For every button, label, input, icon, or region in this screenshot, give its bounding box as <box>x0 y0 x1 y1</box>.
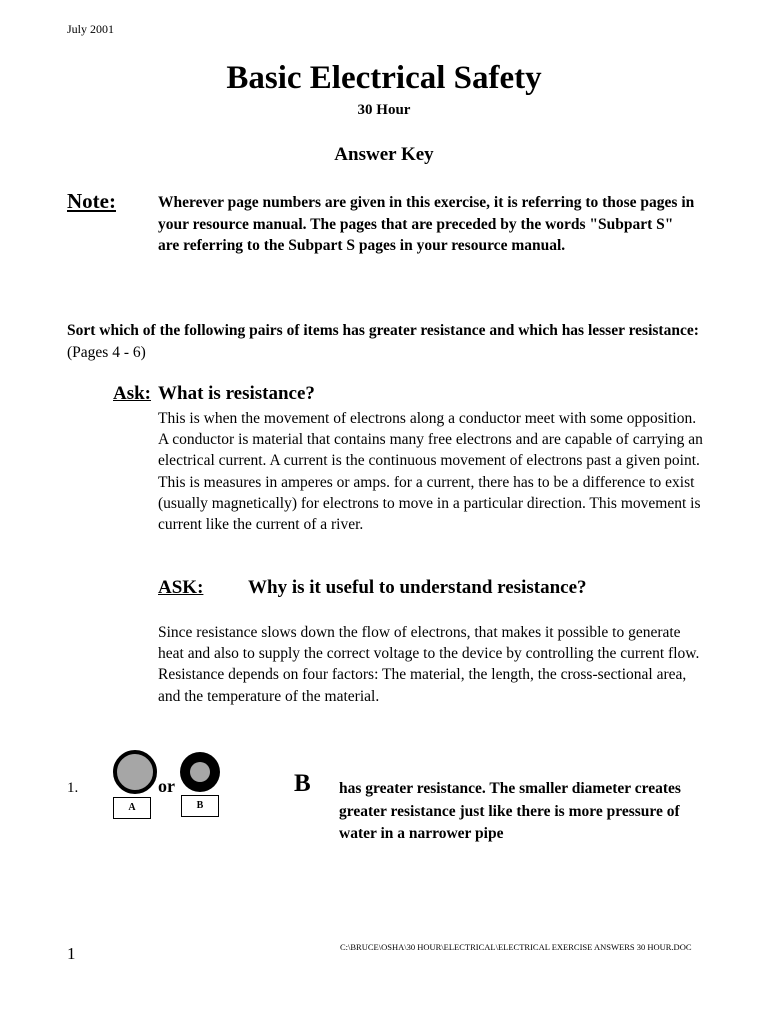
wire-a-cross-section-icon <box>113 750 157 794</box>
note-text: Wherever page numbers are given in this exercise, it is referring to those pages in your resource manual. The pages that are preceded by the words "Subpart S" are referring to the Subpart S pages in your resource manual. <box>158 194 695 254</box>
question-number: 1. <box>67 780 79 796</box>
document-subtitle: 30 Hour <box>357 102 411 118</box>
sort-instructions <box>67 320 707 363</box>
answer-explanation: has greater resistance. The smaller diameter creates greater resistance just like there is more pressure of water in a narrower pipe <box>339 780 681 842</box>
footer-file-path: C:\BRUCE\OSHA\30 HOUR\ELECTRICAL\ELECTRICAL EXERCISE ANSWERS 30 HOUR.DOC <box>340 942 692 952</box>
or-word: or <box>158 776 175 796</box>
answer-key-heading: Answer Key <box>334 144 434 165</box>
ask2-answer: Since resistance slows down the flow of electrons, that makes it possible to generate heat and also to supply the correct voltage to the device by controlling the current flow. Resistance depends on four factors: The material, the length, the cross-sectional area, and the temperature of the material. <box>158 624 700 705</box>
page-number: 1 <box>67 944 76 963</box>
ask1-question: What is resistance? <box>158 383 315 404</box>
label-box-a: A <box>113 797 151 819</box>
sort-instructions-bold: Sort which of the following pairs of items has greater resistance and which has lesser resistance: <box>67 322 699 339</box>
document-title: Basic Electrical Safety <box>226 60 542 96</box>
note-label: Note: <box>67 189 116 213</box>
wire-b-core-icon <box>190 762 210 782</box>
ask2-question: Why is it useful to understand resistance? <box>248 577 587 598</box>
answer-letter: B <box>294 770 311 797</box>
ask1-label: Ask: <box>113 383 152 404</box>
ask1-answer: This is when the movement of electrons along a conductor meet with some opposition. A conductor is material that contains many free electrons and are capable of carrying an electrical current. A current is the continuous movement of electrons past a given point. This is measures in amperes or amps. for a current, there has to be a difference to exist (usually magnetically) for electrons to move in a particular direction. This movement is current like the current of a river. <box>158 410 703 534</box>
header-date: July 2001 <box>67 22 115 36</box>
ask2-label: ASK: <box>158 577 204 598</box>
sort-pages-reference: (Pages 4 - 6) <box>67 343 146 361</box>
label-box-b: B <box>181 795 219 817</box>
